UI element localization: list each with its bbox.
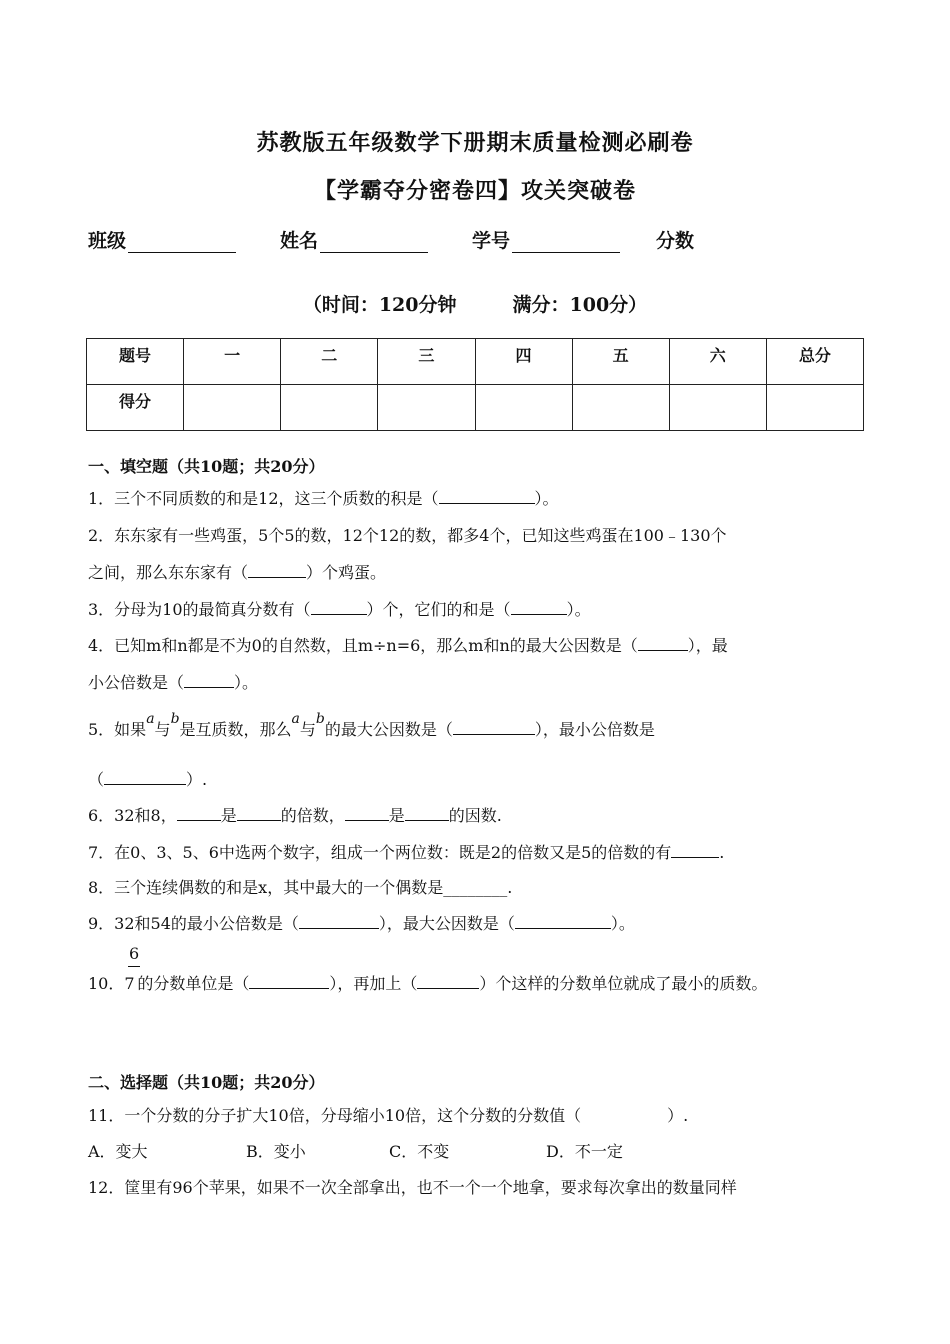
- option-a[interactable]: A．变大: [88, 1142, 148, 1161]
- question-2-text: 之间，那么东东家有（: [88, 563, 249, 582]
- answer-blank[interactable]: [299, 914, 379, 929]
- question-5-and: 与: [299, 720, 316, 739]
- answer-blank[interactable]: [671, 843, 719, 858]
- time-label: （时间：120分钟: [302, 294, 457, 316]
- question-4-text-2: 小公倍数是（: [88, 673, 185, 692]
- score-table-header-cell: 五: [572, 339, 669, 385]
- document-subtitle: 【学霸夺分密卷四】攻关突破卷: [313, 178, 636, 204]
- fraction-denominator: 7: [124, 974, 135, 993]
- name-label: 姓名: [280, 230, 319, 252]
- variable-a: a: [146, 711, 155, 727]
- question-10-number: 10．: [88, 974, 125, 993]
- score-table-header-cell: 总分: [766, 339, 863, 385]
- question-6-text: 6．32和8，: [88, 806, 177, 825]
- variable-a: a: [291, 711, 300, 727]
- exam-time-info: [0, 290, 950, 317]
- question-8: 8．三个连续偶数的和是x，其中最大的一个偶数是________.: [88, 878, 513, 897]
- score-cell[interactable]: [669, 385, 766, 431]
- question-5-paren-close: ）.: [186, 770, 208, 789]
- student-info-row: [88, 226, 696, 253]
- class-blank[interactable]: [128, 232, 236, 253]
- question-5-text-2: 是互质数，那么: [179, 720, 292, 739]
- score-table-header-row: [87, 339, 864, 385]
- answer-blank[interactable]: [249, 974, 329, 989]
- question-4-text-mid: ），最: [687, 636, 728, 655]
- question-3-text-mid: ）个，它们的和是（: [366, 600, 511, 619]
- score-table-header-cell: 题号: [87, 339, 184, 385]
- question-6: [88, 806, 502, 826]
- question-4-line1: [88, 636, 728, 656]
- answer-blank[interactable]: [439, 489, 535, 504]
- question-10-text: 的分数单位是（: [137, 974, 250, 993]
- question-6-text-2: 是: [220, 806, 237, 825]
- answer-blank[interactable]: [511, 600, 567, 615]
- question-7: [88, 843, 724, 863]
- answer-blank[interactable]: [345, 806, 389, 821]
- score-table-header-cell: 二: [281, 339, 378, 385]
- fraction-bar: [128, 966, 140, 967]
- question-2-line1: 2．东东家有一些鸡蛋，5个5的数，12个12的数，都多4个，已知这些鸡蛋在100﹣130个: [88, 526, 727, 545]
- score-table-score-row: [87, 385, 864, 431]
- score-table-header-cell: 一: [184, 339, 281, 385]
- option-c[interactable]: C．不变: [389, 1142, 450, 1161]
- question-11-text: 11．一个分数的分子扩大10倍，分母缩小10倍，这个分数的分数值（: [88, 1106, 582, 1125]
- answer-blank[interactable]: [417, 974, 479, 989]
- question-11-text-end: ）.: [667, 1106, 689, 1125]
- answer-blank[interactable]: [638, 636, 688, 651]
- number-blank[interactable]: [512, 232, 620, 253]
- question-7-text: 7．在0、3、5、6中选两个数字，组成一个两位数：既是2的倍数又是5的倍数的有: [88, 843, 672, 862]
- question-2-line2: [88, 563, 386, 583]
- answer-blank[interactable]: [311, 600, 367, 615]
- question-11: [88, 1106, 688, 1126]
- question-5-text: 5．如果: [88, 720, 147, 739]
- question-4-text-end: ）。: [234, 673, 259, 692]
- question-9: [88, 914, 635, 934]
- question-12: 12．筐里有96个苹果，如果不一次全部拿出，也不一个一个地拿，要求每次拿出的数量同样: [88, 1178, 737, 1197]
- question-10-text-mid: ），再加上（: [329, 974, 418, 993]
- question-7-text-end: .: [719, 843, 725, 862]
- question-1-text: 1．三个不同质数的和是12，这三个质数的积是（: [88, 489, 439, 508]
- question-1: [88, 489, 559, 509]
- question-6-text-3: 的倍数，: [280, 806, 345, 825]
- option-b[interactable]: B．变小: [246, 1142, 306, 1161]
- score-table: [86, 338, 864, 431]
- question-1-text-end: ）。: [534, 489, 559, 508]
- option-d[interactable]: D．不一定: [546, 1142, 623, 1161]
- question-5-paren-open: （: [88, 770, 105, 789]
- section-1-heading: 一、填空题（共10题；共20分）: [88, 457, 325, 476]
- score-table-header-cell: 三: [378, 339, 475, 385]
- class-label: 班级: [88, 230, 127, 252]
- question-5-text-4: ），最小公倍数是: [534, 720, 655, 739]
- answer-blank[interactable]: [177, 806, 221, 821]
- variable-b: b: [315, 711, 325, 727]
- answer-blank[interactable]: [405, 806, 449, 821]
- question-5-and: 与: [154, 720, 171, 739]
- question-3-text-end: ）。: [566, 600, 591, 619]
- question-3-text: 3．分母为10的最简真分数有（: [88, 600, 311, 619]
- question-9-text-mid: ），最大公因数是（: [378, 914, 515, 933]
- question-10: [88, 974, 767, 994]
- number-label: 学号: [472, 230, 511, 252]
- score-cell[interactable]: [766, 385, 863, 431]
- question-4-text: 4．已知m和n都是不为0的自然数，且m÷n=6，那么m和n的最大公因数是（: [88, 636, 638, 655]
- score-cell[interactable]: [475, 385, 572, 431]
- question-5-text-3: 的最大公因数是（: [324, 720, 453, 739]
- score-table-header-cell: 四: [475, 339, 572, 385]
- question-9-text-end: ）。: [610, 914, 635, 933]
- document-title: 苏教版五年级数学下册期末质量检测必刷卷: [256, 130, 694, 156]
- name-blank[interactable]: [320, 232, 428, 253]
- question-6-text-4: 是: [388, 806, 405, 825]
- question-4-line2: [88, 673, 258, 693]
- question-9-text: 9．32和54的最小公倍数是（: [88, 914, 299, 933]
- answer-blank[interactable]: [184, 673, 234, 688]
- answer-blank[interactable]: [453, 720, 535, 735]
- score-cell[interactable]: [281, 385, 378, 431]
- variable-b: b: [170, 711, 180, 727]
- score-cell[interactable]: [378, 385, 475, 431]
- fraction-numerator: 6: [129, 944, 140, 963]
- answer-blank[interactable]: [237, 806, 281, 821]
- score-table-header-cell: 六: [669, 339, 766, 385]
- section-2-heading: 二、选择题（共10题；共20分）: [88, 1073, 325, 1092]
- question-6-text-end: 的因数.: [448, 806, 502, 825]
- answer-blank[interactable]: [248, 563, 306, 578]
- question-5-line2: [88, 770, 207, 790]
- question-11-options: [88, 1142, 704, 1162]
- answer-blank[interactable]: [104, 770, 186, 785]
- question-3: [88, 600, 591, 620]
- question-5-line1: [88, 711, 655, 741]
- question-2-text-end: ）个鸡蛋。: [306, 563, 387, 582]
- answer-blank[interactable]: [515, 914, 611, 929]
- score-cell[interactable]: [572, 385, 669, 431]
- score-label: 分数: [656, 230, 695, 252]
- full-score-label: 满分：100分）: [512, 294, 648, 316]
- question-10-text-end: ）个这样的分数单位就成了最小的质数。: [479, 974, 768, 993]
- score-cell[interactable]: [184, 385, 281, 431]
- score-row-label: 得分: [87, 385, 184, 431]
